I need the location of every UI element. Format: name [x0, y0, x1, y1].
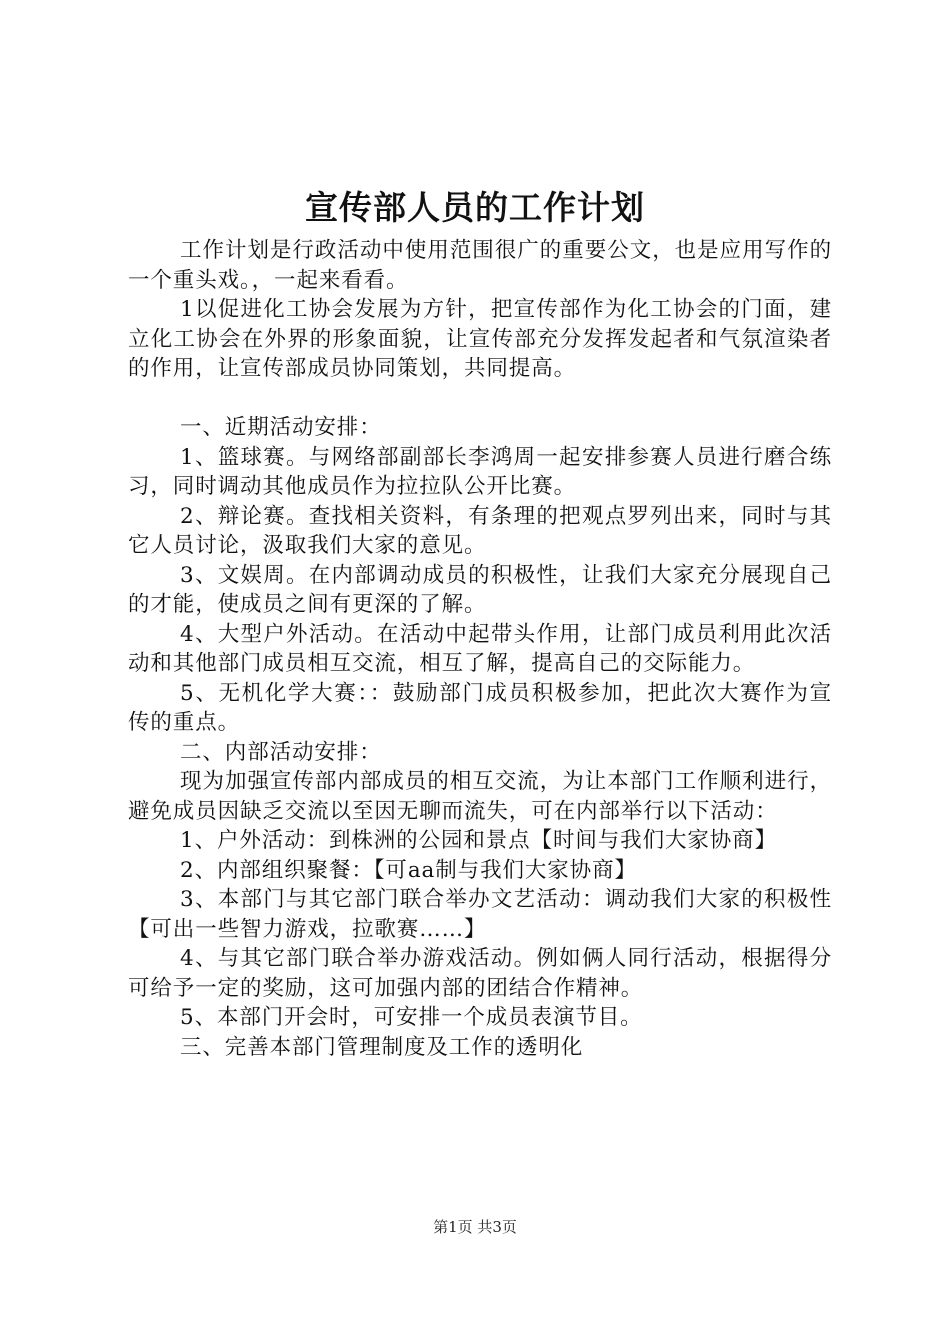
- list-item-joint-games: 4、与其它部门联合举办游戏活动。例如俩人同行活动，根据得分可给予一定的奖励，这可加强内部的团结合作精神。: [128, 946, 832, 1001]
- paragraph-guideline: 1以促进化工协会发展为方针，把宣传部作为化工协会的门面，建立化工协会在外界的形象面貌，让宣传部充分发挥发起者和气氛渲染者的作用，让宣传部成员协同策划，共同提高。: [128, 297, 832, 381]
- list-item-outdoor-outing: 1、户外活动：到株洲的公园和景点【时间与我们大家协商】: [180, 828, 777, 853]
- list-item-outdoor-activity: 4、大型户外活动。在活动中起带头作用，让部门成员利用此次活动和其他部门成员相互交流，相互了解，提高自己的交际能力。: [128, 621, 832, 676]
- list-item-entertainment-week: 3、文娱周。在内部调动成员的积极性，让我们大家充分展现自己的才能，使成员之间有更深的了解。: [128, 562, 832, 617]
- list-item-chemistry-contest: 5、无机化学大赛：：鼓励部门成员积极参加，把此次大赛作为宣传的重点。: [128, 680, 832, 735]
- list-item-joint-arts: 3、本部门与其它部门联合举办文艺活动：调动我们大家的积极性【可出一些智力游戏，拉歌赛……】: [128, 887, 832, 942]
- section-heading-internal-activities: 二、内部活动安排：: [180, 739, 382, 765]
- paragraph-internal-intro: 现为加强宣传部内部成员的相互交流，为让本部门工作顺利进行，避免成员因缺乏交流以至因无聊而流失，可在内部举行以下活动：: [128, 769, 832, 824]
- paragraph-intro: 工作计划是行政活动中使用范围很广的重要公文，也是应用写作的一个重头戏。，一起来看看。: [128, 238, 832, 293]
- list-item-dinner: 2、内部组织聚餐：【可aa制与我们大家协商】: [180, 857, 637, 883]
- list-item-basketball: 1、篮球赛。与网络部副部长李鸿周一起安排参赛人员进行磨合练习，同时调动其他成员作为拉拉队公开比赛。: [128, 444, 832, 499]
- document-body: [128, 236, 832, 1062]
- list-item-debate: 2、辩论赛。查找相关资料，有条理的把观点罗列出来，同时与其它人员讨论，汲取我们大家的意见。: [128, 503, 832, 558]
- section-heading-management: 三、完善本部门管理制度及工作的透明化: [180, 1034, 584, 1060]
- document-title: 宣传部人员的工作计划: [305, 188, 645, 227]
- section-heading-recent-activities: 一、近期活动安排：: [180, 415, 382, 440]
- page-number-footer: 第1页 共3页: [433, 1218, 517, 1236]
- list-item-meeting-performance: 5、本部门开会时，可安排一个成员表演节目。: [180, 1005, 643, 1030]
